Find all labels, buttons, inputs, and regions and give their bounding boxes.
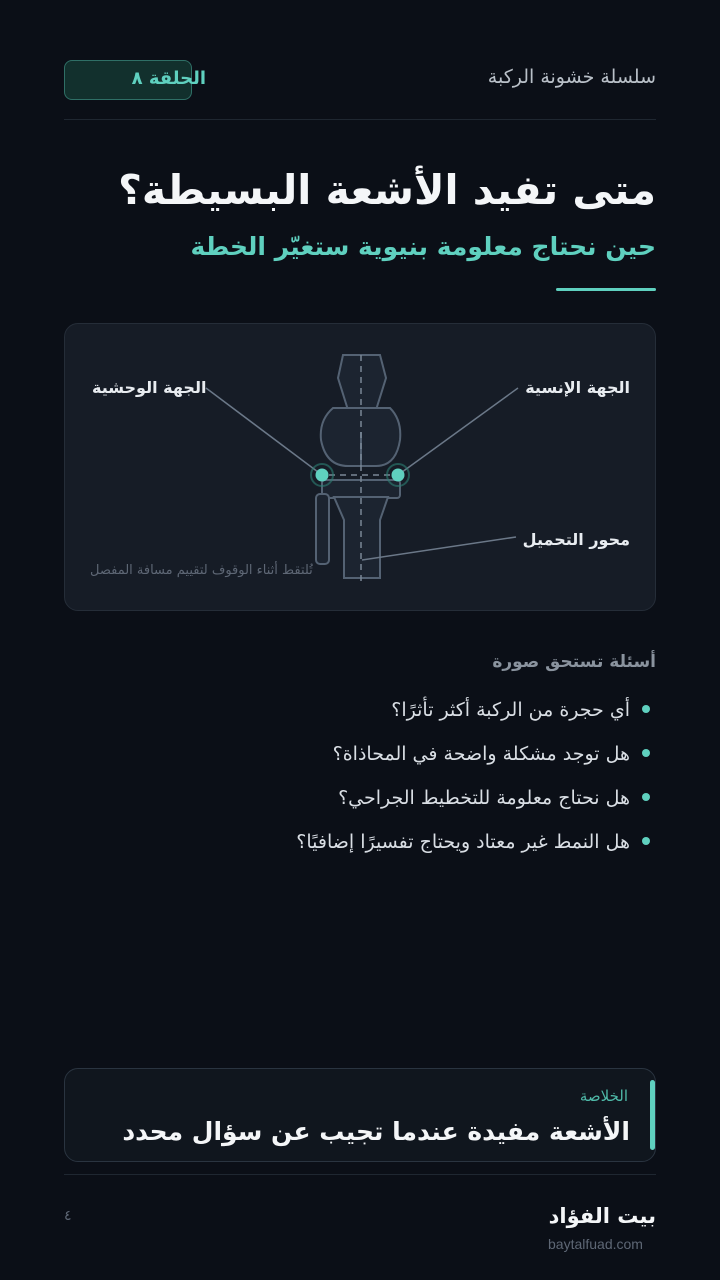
axis-leader: [362, 537, 516, 560]
questions-list: [96, 688, 656, 864]
page-title: متى تفيد الأشعة البسيطة؟: [118, 166, 656, 214]
bullet-dot: [642, 705, 650, 713]
lateral-leader: [206, 388, 322, 475]
fibula-bone: [316, 494, 329, 564]
page-number: ٤: [64, 1208, 72, 1224]
bullet-dot: [642, 749, 650, 757]
list-item: [96, 732, 656, 776]
medial-leader: [398, 388, 518, 475]
lateral-marker: [316, 469, 329, 482]
summary-label: الخلاصة: [579, 1087, 628, 1105]
footer-divider: [64, 1174, 656, 1175]
question-text: هل نحتاج معلومة للتخطيط الجراحي؟: [338, 787, 630, 809]
series-title: سلسلة خشونة الركبة: [487, 66, 656, 88]
question-text: أي حجرة من الركبة أكثر تأثرًا؟: [391, 699, 630, 721]
list-item: [96, 688, 656, 732]
medial-marker: [392, 469, 405, 482]
femur-bone: [338, 355, 386, 410]
question-text: هل توجد مشكلة واضحة في المحاذاة؟: [332, 743, 630, 765]
bullet-dot: [642, 793, 650, 801]
medial-compartment-label: الجهة الإنسية: [525, 378, 630, 397]
question-text: هل النمط غير معتاد ويحتاج تفسيرًا إضافيًا؟: [296, 831, 630, 853]
page-subtitle: حين نحتاج معلومة بنيوية ستغيّر الخطة: [190, 232, 656, 261]
brand-url: baytalfuad.com: [548, 1236, 643, 1252]
diagram-caption: تُلتقط أثناء الوقوف لتقييم مسافة المفصل: [90, 563, 313, 578]
summary-text: الأشعة مفيدة عندما تجيب عن سؤال محدد: [122, 1117, 630, 1146]
brand-name: بيت الفؤاد: [548, 1204, 656, 1228]
list-item: [96, 820, 656, 864]
summary-accent-bar: [650, 1080, 655, 1150]
episode-label: الحلقة ٨: [131, 68, 206, 89]
load-axis-label: محور التحميل: [522, 530, 630, 549]
lateral-compartment-label: الجهة الوحشية: [92, 378, 207, 397]
bullet-dot: [642, 837, 650, 845]
summary-card: [64, 1068, 656, 1162]
questions-heading: أسئلة تستحق صورة: [492, 652, 656, 672]
list-item: [96, 776, 656, 820]
